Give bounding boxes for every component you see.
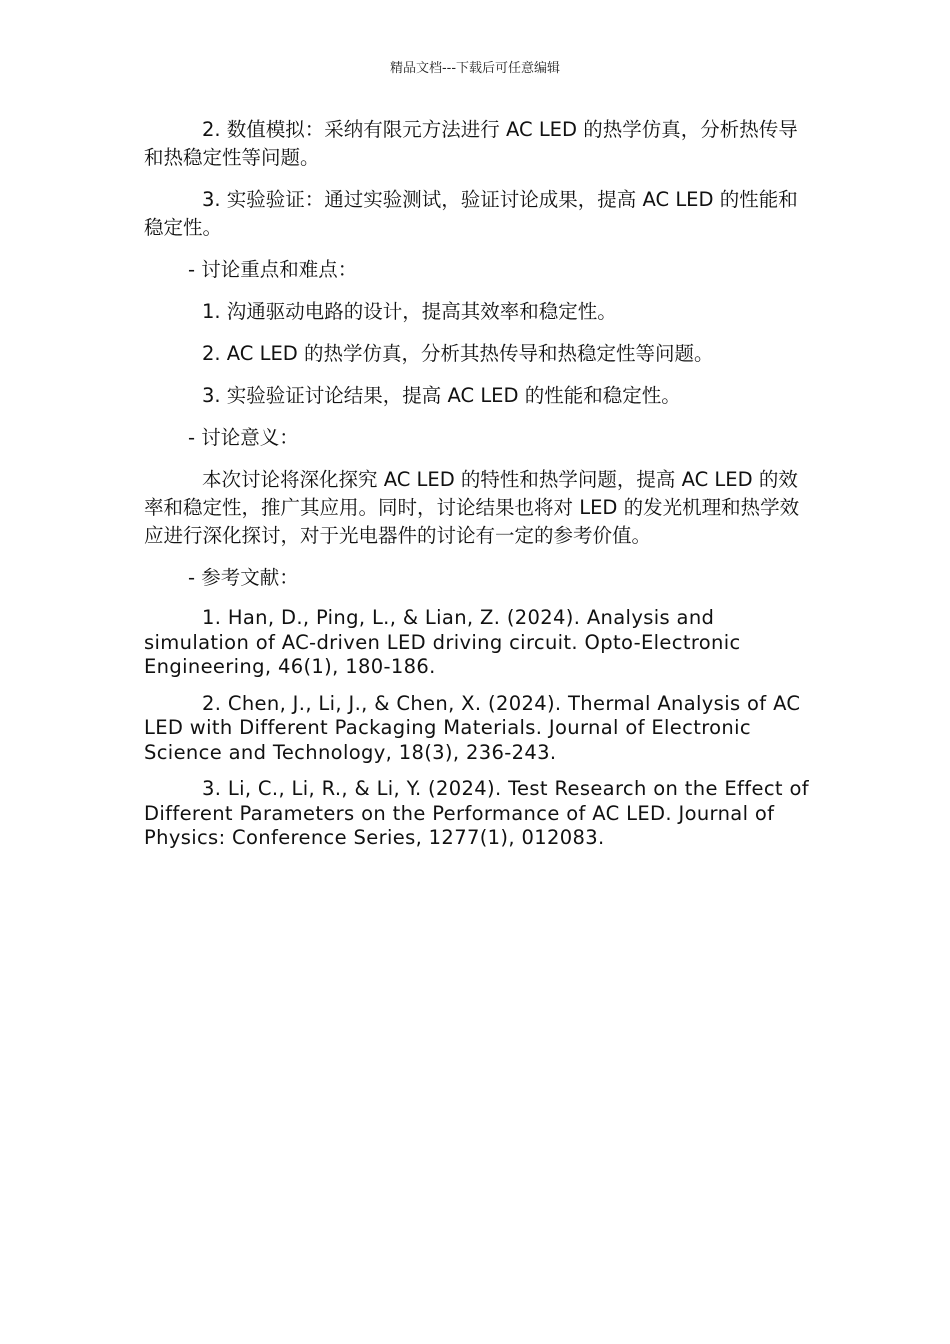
reference-item: 3. Li, C., Li, R., & Li, Y. (2024). Test Research on the Effect of Different Parameters on the Performance of AC LED. Journal of Physics: Conference Series, 1277(1), 012083. [144, 777, 809, 849]
reference-list [144, 606, 812, 851]
list-item: 1. 沟通驱动电路的设计，提高其效率和稳定性。 [202, 300, 617, 323]
page-header-watermark: 精品文档---下载后可任意编辑 [389, 61, 561, 76]
reference-item: 2. Chen, J., Li, J., & Chen, X. (2024). Thermal Analysis of AC LED with Different Packaging Materials. Journal of Electronic Science and Technology, 18(3), 236-243. [144, 691, 801, 764]
document-body [144, 116, 812, 863]
list-item: 2. AC LED 的热学仿真，分析其热传导和热稳定性等问题。 [202, 342, 714, 365]
section-title-significance: - 讨论意义： [188, 426, 299, 449]
reference-item: 1. Han, D., Ping, L., & Lian, Z. (2024). Analysis and simulation of AC-driven LED driving circuit. Opto-Electronic Engineering, 46(1), 180-186. [144, 606, 741, 678]
section-title-references: - 参考文献： [188, 566, 299, 589]
paragraph-numerical-simulation: 2. 数值模拟：采纳有限元方法进行 AC LED 的热学仿真，分析热传导和热稳定性等问题。 [144, 118, 798, 169]
paragraph-experimental-validation: 3. 实验验证：通过实验测试，验证讨论成果，提高 AC LED 的性能和稳定性。 [144, 188, 798, 239]
paragraph-significance: 本次讨论将深化探究 AC LED 的特性和热学问题，提高 AC LED 的效率和稳定性，推广其应用。同时，讨论结果也将对 LED 的发光机理和热学效应进行深化探讨，对于光电器件的讨论有一定的参考价值。 [144, 468, 800, 547]
list-item: 3. 实验验证讨论结果，提高 AC LED 的性能和稳定性。 [202, 384, 681, 407]
section-title-key-points: - 讨论重点和难点： [188, 258, 358, 281]
